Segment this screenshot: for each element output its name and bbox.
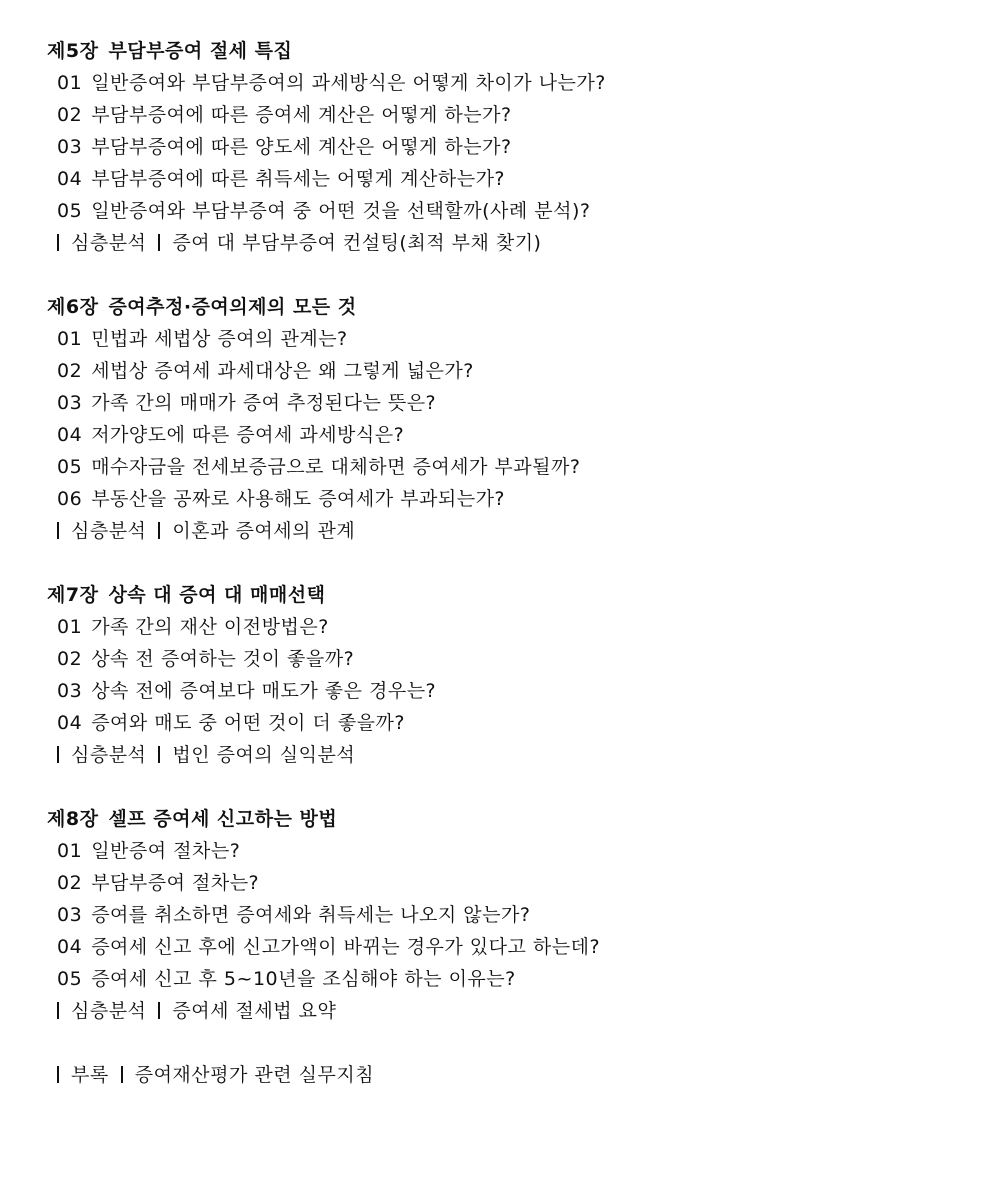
appendix-text: 증여재산평가 관련 실무지침 bbox=[134, 1064, 375, 1086]
item-number: 04 bbox=[57, 936, 83, 958]
item-number: 04 bbox=[57, 424, 83, 446]
item-number: 02 bbox=[57, 872, 83, 894]
chapter-title bbox=[47, 803, 977, 835]
chapter-title bbox=[47, 579, 977, 611]
chapter-title bbox=[47, 291, 977, 323]
deep-analysis-text: 이혼과 증여세의 관계 bbox=[172, 520, 356, 542]
item-text: 부담부증여에 따른 취득세는 어떻게 계산하는가? bbox=[91, 168, 506, 190]
item-text: 가족 간의 매매가 증여 추정된다는 뜻은? bbox=[91, 392, 437, 414]
chapter-5 bbox=[47, 35, 977, 259]
item-text: 부동산을 공짜로 사용해도 증여세가 부과되는가? bbox=[91, 488, 506, 510]
item-number: 05 bbox=[57, 968, 83, 990]
list-item bbox=[47, 131, 977, 163]
item-text: 일반증여 절차는? bbox=[91, 840, 241, 862]
item-number: 03 bbox=[57, 904, 83, 926]
item-number: 04 bbox=[57, 168, 83, 190]
item-text: 저가양도에 따른 증여세 과세방식은? bbox=[91, 424, 405, 446]
item-number: 01 bbox=[57, 616, 83, 638]
list-item bbox=[47, 835, 977, 867]
chapter-number: 제5장 bbox=[47, 40, 99, 62]
deep-analysis-item bbox=[47, 515, 977, 547]
item-text: 부담부증여 절차는? bbox=[91, 872, 260, 894]
chapter-number: 제7장 bbox=[47, 584, 99, 606]
list-item bbox=[47, 643, 977, 675]
list-item bbox=[47, 355, 977, 387]
item-text: 상속 전 증여하는 것이 좋을까? bbox=[91, 648, 355, 670]
item-text: 증여와 매도 중 어떤 것이 더 좋을까? bbox=[91, 712, 405, 734]
divider-bar bbox=[158, 522, 160, 539]
list-item bbox=[47, 99, 977, 131]
item-number: 03 bbox=[57, 392, 83, 414]
list-item bbox=[47, 675, 977, 707]
item-number: 05 bbox=[57, 200, 83, 222]
item-text: 증여세 신고 후에 신고가액이 바뀌는 경우가 있다고 하는데? bbox=[91, 936, 601, 958]
list-item bbox=[47, 611, 977, 643]
deep-analysis-label: 심층분석 bbox=[71, 744, 147, 766]
list-item bbox=[47, 867, 977, 899]
list-item bbox=[47, 483, 977, 515]
item-number: 02 bbox=[57, 360, 83, 382]
table-of-contents bbox=[47, 35, 977, 1091]
chapter-7 bbox=[47, 579, 977, 771]
divider-bar bbox=[57, 234, 59, 251]
list-item bbox=[47, 419, 977, 451]
divider-bar bbox=[57, 1066, 59, 1083]
divider-bar bbox=[158, 234, 160, 251]
item-number: 05 bbox=[57, 456, 83, 478]
deep-analysis-item bbox=[47, 227, 977, 259]
list-item bbox=[47, 163, 977, 195]
item-number: 01 bbox=[57, 328, 83, 350]
item-text: 상속 전에 증여보다 매도가 좋은 경우는? bbox=[91, 680, 437, 702]
chapter-title-text: 부담부증여 절세 특집 bbox=[108, 40, 293, 62]
deep-analysis-item bbox=[47, 739, 977, 771]
divider-bar bbox=[158, 746, 160, 763]
deep-analysis-label: 심층분석 bbox=[71, 232, 147, 254]
list-item bbox=[47, 195, 977, 227]
divider-bar bbox=[57, 522, 59, 539]
chapter-number: 제8장 bbox=[47, 808, 99, 830]
divider-bar bbox=[57, 746, 59, 763]
deep-analysis-text: 증여세 절세법 요약 bbox=[172, 1000, 337, 1022]
item-text: 가족 간의 재산 이전방법은? bbox=[91, 616, 329, 638]
item-number: 01 bbox=[57, 72, 83, 94]
item-text: 민법과 세법상 증여의 관계는? bbox=[91, 328, 348, 350]
item-number: 01 bbox=[57, 840, 83, 862]
item-text: 부담부증여에 따른 양도세 계산은 어떻게 하는가? bbox=[91, 136, 512, 158]
chapter-number: 제6장 bbox=[47, 296, 99, 318]
chapter-title-text: 증여추정·증여의제의 모든 것 bbox=[108, 296, 357, 318]
list-item bbox=[47, 707, 977, 739]
deep-analysis-text: 법인 증여의 실익분석 bbox=[172, 744, 356, 766]
chapter-title-text: 셀프 증여세 신고하는 방법 bbox=[108, 808, 338, 830]
item-text: 증여세 신고 후 5~10년을 조심해야 하는 이유는? bbox=[91, 968, 516, 990]
chapter-title bbox=[47, 35, 977, 67]
list-item bbox=[47, 387, 977, 419]
list-item bbox=[47, 451, 977, 483]
deep-analysis-item bbox=[47, 995, 977, 1027]
item-number: 06 bbox=[57, 488, 83, 510]
item-number: 03 bbox=[57, 136, 83, 158]
list-item bbox=[47, 931, 977, 963]
appendix-item bbox=[47, 1059, 977, 1091]
divider-bar bbox=[121, 1066, 123, 1083]
chapter-6 bbox=[47, 291, 977, 547]
deep-analysis-text: 증여 대 부담부증여 컨설팅(최적 부채 찾기) bbox=[172, 232, 542, 254]
divider-bar bbox=[158, 1002, 160, 1019]
chapter-8 bbox=[47, 803, 977, 1027]
item-number: 04 bbox=[57, 712, 83, 734]
deep-analysis-label: 심층분석 bbox=[71, 1000, 147, 1022]
list-item bbox=[47, 963, 977, 995]
item-text: 부담부증여에 따른 증여세 계산은 어떻게 하는가? bbox=[91, 104, 512, 126]
item-text: 일반증여와 부담부증여의 과세방식은 어떻게 차이가 나는가? bbox=[91, 72, 606, 94]
divider-bar bbox=[57, 1002, 59, 1019]
item-text: 일반증여와 부담부증여 중 어떤 것을 선택할까(사례 분석)? bbox=[91, 200, 591, 222]
item-text: 매수자금을 전세보증금으로 대체하면 증여세가 부과될까? bbox=[91, 456, 581, 478]
list-item bbox=[47, 899, 977, 931]
list-item bbox=[47, 323, 977, 355]
item-number: 02 bbox=[57, 104, 83, 126]
list-item bbox=[47, 67, 977, 99]
item-number: 02 bbox=[57, 648, 83, 670]
chapter-title-text: 상속 대 증여 대 매매선택 bbox=[108, 584, 326, 606]
item-text: 증여를 취소하면 증여세와 취득세는 나오지 않는가? bbox=[91, 904, 531, 926]
deep-analysis-label: 심층분석 bbox=[71, 520, 147, 542]
item-text: 세법상 증여세 과세대상은 왜 그렇게 넓은가? bbox=[91, 360, 474, 382]
appendix-label: 부록 bbox=[71, 1064, 109, 1086]
item-number: 03 bbox=[57, 680, 83, 702]
